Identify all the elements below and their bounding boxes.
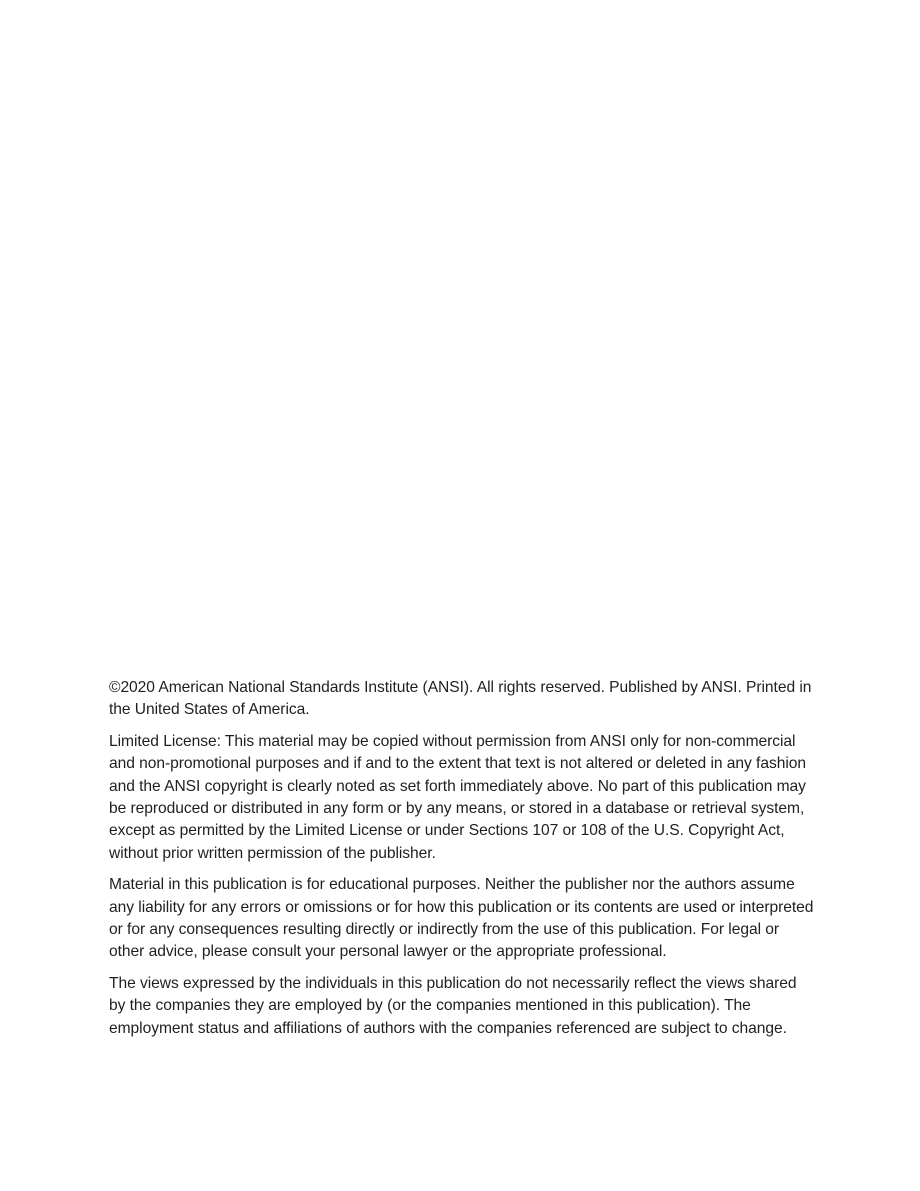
views-paragraph: The views expressed by the individuals in this publication do not necessarily reflect the views shared by the companies they are employed by (or the companies mentioned in this publication). The employment status and affiliations of authors with the companies referenced are subject to change. xyxy=(109,974,797,1037)
limited-license-paragraph: Limited License: This material may be copied without permission from ANSI only for non-commercial and non-promotional purposes and if and to the extent that text is not altered or deleted in any fashion and the ANSI copyright is clearly noted as set forth immediately above. No part of this publication may be reproduced or distributed in any form or by any means, or stored in a database or retrieval system, except as permitted by the Limited License or under Sections 107 or 108 of the U.S. Copyright Act, without prior written permission of the publisher. xyxy=(109,732,806,862)
legal-notice xyxy=(109,677,814,1049)
copyright-notice: ©2020 American National Standards Institute (ANSI). All rights reserved. Published by ANSI. Printed in the United States of America. xyxy=(109,679,812,719)
disclaimer-paragraph: Material in this publication is for educational purposes. Neither the publisher nor the authors assume any liability for any errors or omissions or for how this publication or its contents are used or interpreted or for any consequences resulting directly or indirectly from the use of this publication. For legal or other advice, please consult your personal lawyer or the appropriate professional. xyxy=(109,876,814,961)
